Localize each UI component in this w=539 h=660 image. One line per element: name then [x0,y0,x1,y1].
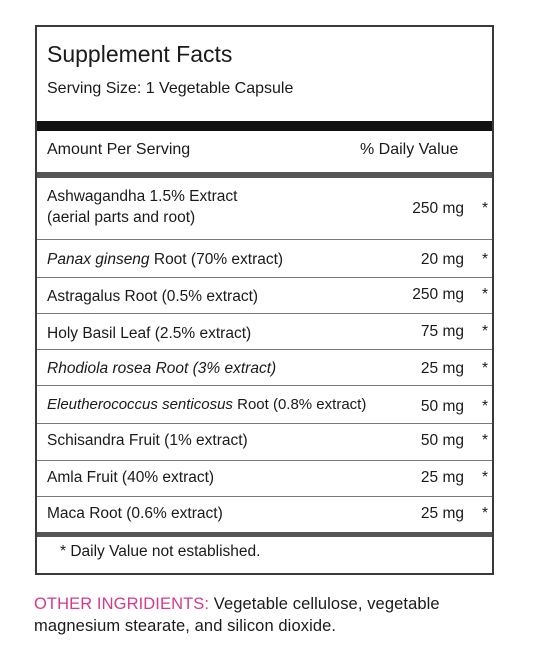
ingredient-amount: 25 mg [420,505,464,522]
ingredient-amount: 250 mg [412,200,464,217]
ingredient-name: Amla Fruit (40% extract) [47,469,215,486]
ingredient-row [37,424,492,461]
ingredient-row [37,386,492,424]
header-amount-per-serving: Amount Per Serving [47,141,191,158]
ingredient-name-line2: (aerial parts and root) [47,209,196,226]
daily-value-mark: * [481,469,488,486]
serving-size: Serving Size: 1 Vegetable Capsule [47,80,294,97]
daily-value-mark: * [481,398,488,415]
ingredient-name: Panax ginseng Root (70% extract) [47,251,284,268]
other-ingredients-label: OTHER INGRIDIENTS: [34,595,210,613]
ingredient-amount: 250 mg [412,286,464,303]
footer-divider [37,532,492,537]
ingredient-row [37,497,492,532]
ingredient-name: Schisandra Fruit (1% extract) [47,432,248,449]
ingredient-row [37,314,492,350]
daily-value-mark: * [481,360,488,377]
ingredient-amount: 20 mg [420,251,464,268]
daily-value-mark: * [481,251,488,268]
ingredient-row [37,240,492,278]
ingredient-row [37,278,492,314]
ingredient-name: Eleutherococcus senticosus Root (0.8% extract) [47,396,367,413]
daily-value-mark: * [481,505,488,522]
ingredient-name: Ashwagandha 1.5% Extract [47,188,238,205]
ingredient-amount: 50 mg [420,398,464,415]
ingredient-amount: 75 mg [420,323,464,340]
panel-title: Supplement Facts [47,41,233,67]
ingredient-amount: 25 mg [420,469,464,486]
ingredient-name: Rhodiola rosea Root (3% extract) [47,360,277,377]
ingredient-row [37,461,492,497]
daily-value-mark: * [481,432,488,449]
ingredient-name: Astragalus Root (0.5% extract) [47,288,259,305]
daily-value-mark: * [481,200,488,217]
thick-divider [37,121,492,131]
other-ingredients [34,593,504,637]
daily-value-mark: * [481,323,488,340]
ingredient-row [37,350,492,386]
header-daily-value: % Daily Value [360,141,459,158]
supplement-facts-panel [35,25,494,575]
ingredient-amount: 50 mg [420,432,464,449]
ingredient-amount: 25 mg [420,360,464,377]
daily-value-mark: * [481,286,488,303]
ingredient-name: Holy Basil Leaf (2.5% extract) [47,325,252,342]
footnote: * Daily Value not established. [60,543,261,560]
ingredient-name: Maca Root (0.6% extract) [47,505,223,522]
other-ingredients-text: Vegetable cellulose, vegetable magnesium stearate, and silicon dioxide. [34,595,440,635]
ingredient-row [37,178,492,240]
